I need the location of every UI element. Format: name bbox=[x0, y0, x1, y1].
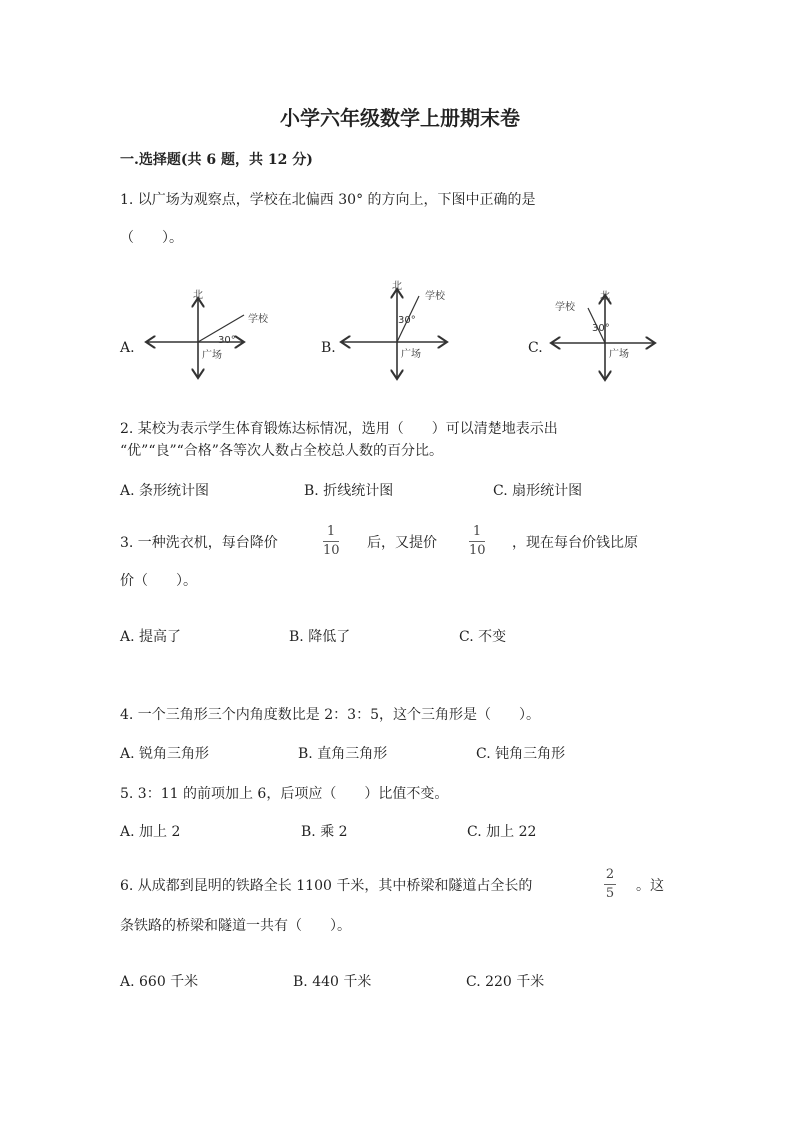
svg-text:30°: 30° bbox=[398, 315, 416, 326]
q1-option-b-label: B. bbox=[321, 340, 336, 356]
svg-text:30°: 30° bbox=[592, 323, 610, 334]
q3-text-4: 价（ ）。 bbox=[120, 573, 197, 589]
q3-text-3: ，现在每台价钱比原 bbox=[512, 535, 638, 551]
q3-option-b: B. 降低了 bbox=[289, 629, 351, 645]
q5-text: 5. 3：11 的前项加上 6，后项应（ ）比值不变。 bbox=[120, 786, 449, 802]
q4-option-b: B. 直角三角形 bbox=[298, 746, 388, 762]
q6-fraction: 2 5 bbox=[605, 867, 615, 901]
q6-option-c: C. 220 千米 bbox=[466, 974, 545, 990]
diagram-c bbox=[545, 283, 665, 383]
square-label: 广场 bbox=[202, 350, 222, 361]
page-title: 小学六年级数学上册期末卷 bbox=[280, 106, 520, 130]
angle-label: 30° bbox=[218, 335, 236, 346]
diagram-b bbox=[335, 275, 455, 385]
diagram-a bbox=[140, 280, 268, 385]
q6-text-3: 条铁路的桥梁和隧道一共有（ ）。 bbox=[120, 918, 351, 934]
q4-option-a: A. 锐角三角形 bbox=[120, 746, 210, 762]
q2-option-a: A. 条形统计图 bbox=[120, 483, 210, 499]
svg-text:北: 北 bbox=[600, 291, 610, 302]
q1-option-a-label: A. bbox=[120, 340, 135, 356]
q1-text: 1. 以广场为观察点，学校在北偏西 30° 的方向上，下图中正确的是 bbox=[120, 192, 536, 208]
q2-text-2: “优”“良”“合格”各等次人数占全校总人数的百分比。 bbox=[120, 443, 443, 459]
svg-text:北: 北 bbox=[392, 281, 402, 292]
q3-option-a: A. 提高了 bbox=[120, 629, 182, 645]
q2-option-b: B. 折线统计图 bbox=[304, 483, 394, 499]
q3-text-1: 3. 一种洗衣机，每台降价 bbox=[120, 535, 278, 551]
north-label: 北 bbox=[193, 290, 203, 301]
q5-option-a: A. 加上 2 bbox=[120, 824, 181, 840]
svg-text:广场: 广场 bbox=[401, 349, 421, 360]
q3-option-c: C. 不变 bbox=[459, 629, 507, 645]
q3-text-2: 后，又提价 bbox=[367, 535, 437, 551]
svg-text:学校: 学校 bbox=[555, 302, 575, 313]
svg-text:广场: 广场 bbox=[609, 349, 629, 360]
q6-text-2: 。这 bbox=[636, 878, 664, 894]
q1-option-c-label: C. bbox=[528, 340, 543, 356]
q1-blank: （ ）。 bbox=[120, 230, 183, 246]
school-label: 学校 bbox=[248, 314, 268, 325]
q4-option-c: C. 钝角三角形 bbox=[476, 746, 566, 762]
q3-fraction-1: 1 10 bbox=[323, 524, 340, 558]
q6-option-a: A. 660 千米 bbox=[120, 974, 199, 990]
q5-option-b: B. 乘 2 bbox=[301, 824, 348, 840]
q4-text: 4. 一个三角形三个内角度数比是 2：3：5，这个三角形是（ ）。 bbox=[120, 707, 540, 723]
q6-option-b: B. 440 千米 bbox=[293, 974, 372, 990]
section-heading: 一.选择题(共 6 题，共 12 分) bbox=[120, 152, 313, 168]
q5-option-c: C. 加上 22 bbox=[467, 824, 537, 840]
q6-text-1: 6. 从成都到昆明的铁路全长 1100 千米，其中桥梁和隧道占全长的 bbox=[120, 878, 533, 894]
q2-option-c: C. 扇形统计图 bbox=[493, 483, 583, 499]
q2-text: 2. 某校为表示学生体育锻炼达标情况，选用（ ）可以清楚地表示出 bbox=[120, 421, 558, 437]
svg-text:学校: 学校 bbox=[425, 291, 445, 302]
q3-fraction-2: 1 10 bbox=[469, 524, 486, 558]
